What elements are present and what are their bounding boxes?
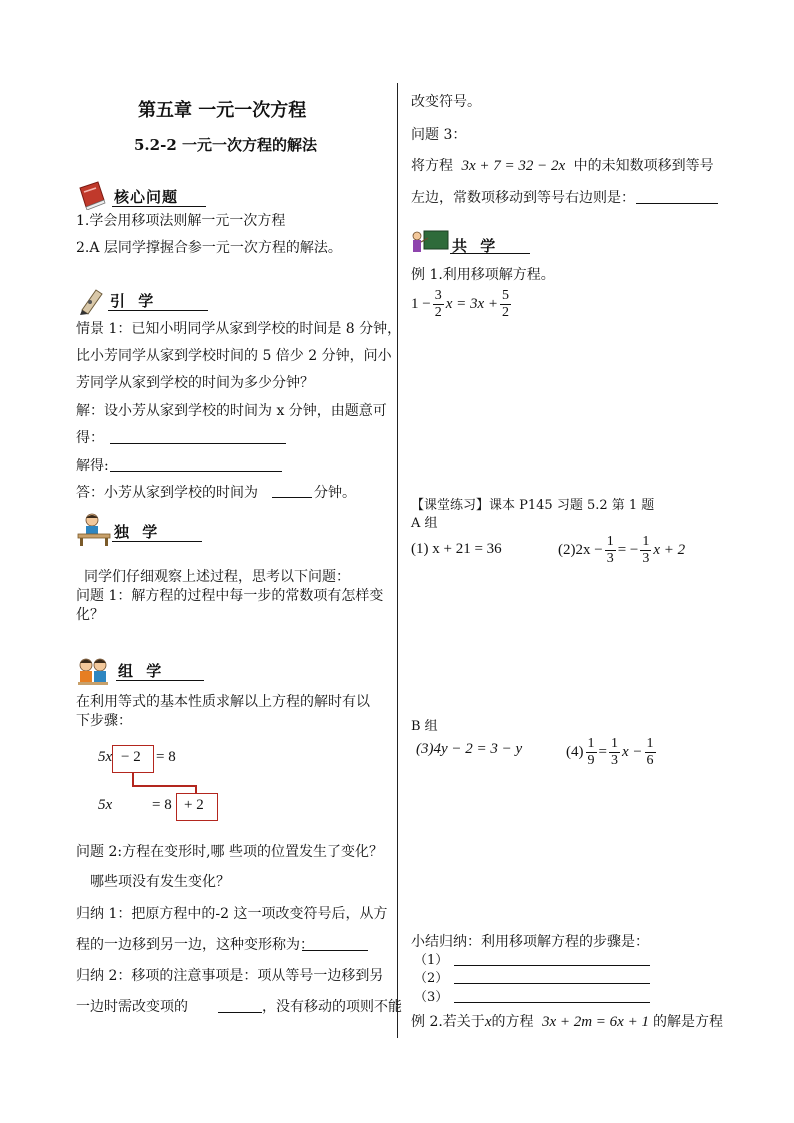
self-para-1: 同学们仔细观察上述过程，思考以下问题： [84,569,350,585]
summary-step-3: （3） [414,990,449,1005]
self-para-3: 化？ [76,607,104,623]
intro-para-7b: 分钟。 [314,485,356,501]
class-practice: 【课堂练习】课本 P145 习题 5.2 第 1 题 [411,498,655,513]
exercise-a2: (2)2x − $\frac{1}{3}$ = − $\frac{1}{3}$ x + 2 [558,534,686,566]
question-2b: 哪些项没有发生变化？ [90,874,230,890]
section-group-title: 组 学 [118,662,166,680]
section-self-underline [112,541,202,542]
group-b-label: B 组 [411,719,438,734]
intro-answer-blank-2[interactable] [110,471,282,472]
induction-1a: 归纳 1：把原方程中的-2 这一项改变符号后，从方 [76,906,388,922]
summary-step-2: （2） [414,971,449,986]
intro-para-6: 解得: [76,458,109,474]
intro-answer-blank-1[interactable] [110,443,286,444]
diagram-eq2-box-text: + 2 [184,797,204,813]
intro-para-7a: 答：小芳从家到学校的时间为 [76,485,258,501]
group-para-2: 下步骤： [76,713,132,729]
two-students-icon [76,656,110,688]
intro-answer-blank-3[interactable] [272,497,312,498]
summary-step-1-blank[interactable] [454,965,650,966]
induction-1b: 程的一边移到另一边，这种变形称为： [76,937,314,953]
diagram-eq1-lhs: 5x [98,749,113,765]
group-para-1: 在利用等式的基本性质求解以上方程的解时有以 [76,694,370,710]
question-2: 问题 2:方程在变形时,哪 些项的位置发生了变化？ [76,844,383,860]
exercise-b3: (3)4y − 2 = 3 − y [416,741,523,757]
intro-para-2: 比小芳同学从家到学校时间的 5 倍少 2 分钟，问小 [76,348,392,364]
intro-para-5: 得： [76,430,104,446]
induction-2-blank[interactable] [218,1012,262,1013]
lesson-title: 5.2-2 一元一次方程的解法 [134,136,317,154]
section-self-title: 独 学 [114,523,162,541]
right-continued: 改变符号。 [411,94,481,110]
summary-step-1: （1） [414,953,449,968]
intro-para-3: 芳同学从家到学校的时间为多少分钟？ [76,375,314,391]
diagram-eq1-rhs: = 8 [156,749,176,765]
summary-label: 小结归纳：利用移项解方程的步骤是： [411,934,649,950]
section-share-underline [450,253,530,254]
example-2: 例 2.若关于x的方程 3x + 2m = 6x + 1 的解是方程 [411,1014,723,1030]
exercise-b4: (4) $\frac{1}{9}$ = $\frac{1}{3}$ x − $\frac{1}{6}$ [566,736,654,768]
summary-step-3-blank[interactable] [454,1002,650,1003]
teacher-board-icon [410,229,450,257]
section-intro-title: 引 学 [110,292,158,310]
group-a-label: A 组 [411,516,438,531]
diagram-eq2-mid: = 8 [152,797,172,813]
induction-2b: 一边时需改变项的 [76,999,188,1015]
question-3-equation: 3x + 7 = 32 − 2x [461,158,566,174]
question-3-line-2: 左边，常数项移动到等号右边则是： [411,190,635,206]
chapter-title: 第五章 一元一次方程 [138,100,307,121]
induction-2c: ，没有移动的项则不能 [262,999,402,1015]
diagram-arrow-vertical-1 [132,772,134,786]
exercise-a1: (1) x + 21 = 36 [411,541,502,557]
induction-2a: 归纳 2：移项的注意事项是：项从等号一边移到另 [76,968,384,984]
diagram-eq2-lhs: 5x [98,797,113,813]
example-1-equation: 1 − $\frac{3}{2}$ x = 3x + $\frac{5}{2}$ [411,288,510,320]
section-share-title: 共 学 [452,237,500,255]
student-at-desk-icon [76,512,112,546]
core-item-1: 1.学会用移项法则解一元一次方程 [76,213,286,229]
pencil-icon [76,286,106,316]
diagram-eq1-box-text: − 2 [121,749,141,765]
diagram-arrow-vertical-2 [195,785,197,793]
section-core-underline [112,206,206,207]
question-3-line-1: 将方程 3x + 7 = 32 − 2x 中的未知数项移到等号 [411,158,714,174]
diagram-arrow-horizontal [132,785,196,787]
summary-step-2-blank[interactable] [454,983,650,984]
core-item-2: 2.A 层同学撑握合参一元一次方程的解法。 [76,240,342,256]
section-group-underline [116,680,204,681]
induction-1-blank[interactable] [302,950,368,951]
intro-para-1: 情景 1：已知小明同学从家到学校的时间是 8 分钟， [76,321,402,337]
self-para-2: 问题 1：解方程的过程中每一步的常数项有怎样变 [76,588,384,604]
intro-para-4: 解：设小芳从家到学校的时间为 x 分钟，由题意可 [76,403,387,419]
section-intro-underline [108,310,208,311]
section-core-title: 核心问题 [114,188,179,206]
example-1-label: 例 1.利用移项解方程。 [411,267,555,283]
question-3-blank[interactable] [636,203,718,204]
question-3-label: 问题 3： [411,127,467,143]
book-icon [76,180,108,210]
column-divider [397,83,398,1038]
